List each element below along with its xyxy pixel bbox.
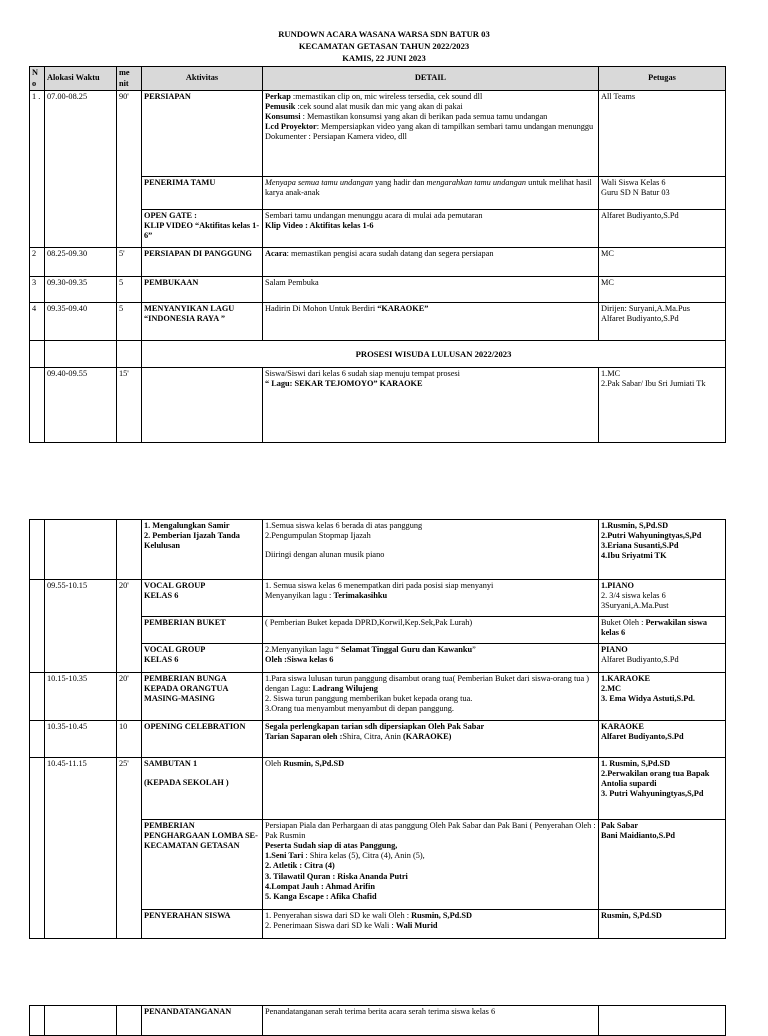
- row-detail: 1.Semua siswa kelas 6 berada di atas panggung 2.Pengumpulan Stopmap Ijazah Diiringi dengan alunan musik piano: [263, 520, 599, 580]
- doc-date: KAMIS, 22 JUNI 2023: [342, 53, 426, 63]
- row-detail: Penandatanganan serah terima berita acara serah terima siswa kelas 6: [263, 1006, 599, 1036]
- row-petugas: MC: [599, 248, 726, 277]
- row-aktivitas: MENYANYIKAN LAGU “INDONESIA RAYA ”: [142, 303, 263, 341]
- row-menit: 5: [117, 277, 142, 303]
- row-no: 1 .: [30, 91, 45, 248]
- section-title: PROSESI WISUDA LULUSAN 2022/2023: [142, 341, 726, 368]
- row-aktivitas: VOCAL GROUP KELAS 6: [142, 580, 263, 617]
- section-row: [30, 341, 726, 368]
- row-waktu: 07.00-08.25: [45, 91, 117, 248]
- row-menit: 20': [117, 673, 142, 721]
- row-petugas: 1.MC 2.Pak Sabar/ Ibu Sri Jumiati Tk: [599, 368, 726, 443]
- row-waktu: 08.25-09.30: [45, 248, 117, 277]
- row-waktu: 09.55-10.15: [45, 580, 117, 673]
- table-row: [30, 520, 726, 580]
- row-aktivitas: PENYERAHAN SISWA: [142, 910, 263, 939]
- rundown-table-1: [29, 66, 726, 443]
- row-petugas: 1.KARAOKE 2.MC 3. Ema Widya Astuti,S.Pd.: [599, 673, 726, 721]
- row-aktivitas: PEMBERIAN BUNGA KEPADA ORANGTUA MASING-MASING: [142, 673, 263, 721]
- row-detail: 1. Penyerahan siswa dari SD ke wali Oleh : Rusmin, S,Pd.SD 2. Penerimaan Siswa dari SD ke Wali : Wali Murid: [263, 910, 599, 939]
- row-aktivitas: SAMBUTAN 1 (KEPADA SEKOLAH ): [142, 758, 263, 820]
- row-petugas: KARAOKE Alfaret Budiyanto,S.Pd: [599, 721, 726, 758]
- row-detail: Oleh Rusmin, S,Pd.SD: [263, 758, 599, 820]
- row-waktu: 09.30-09.35: [45, 277, 117, 303]
- row-menit: 5: [117, 303, 142, 341]
- row-aktivitas: VOCAL GROUP KELAS 6: [142, 644, 263, 673]
- table-row: [30, 673, 726, 721]
- table-row: [30, 303, 726, 341]
- rundown-table-2: [29, 519, 726, 939]
- row-menit: 5': [117, 248, 142, 277]
- row-aktivitas: PERSIAPAN: [142, 91, 263, 177]
- row-detail: 1.Para siswa lulusan turun panggung disambut orang tua( Pemberian Buket dari siswa-orang tua ) dengan Lagu: Ladrang Wilujeng 2. Siswa turun panggung memberikan buket kepada orang tua. 3.Orang tua menyambut menyambut di depan panggung.: [263, 673, 599, 721]
- row-detail: Hadirin Di Mohon Untuk Berdiri “KARAOKE”: [263, 303, 599, 341]
- row-petugas: PIANO Alfaret Budiyanto,S.Pd: [599, 644, 726, 673]
- row-no: 2: [30, 248, 45, 277]
- row-no: 3: [30, 277, 45, 303]
- row-aktivitas: PEMBUKAAN: [142, 277, 263, 303]
- row-aktivitas: PENANDATANGANAN: [142, 1006, 263, 1036]
- row-petugas: MC: [599, 277, 726, 303]
- row-aktivitas: OPENING CELEBRATION: [142, 721, 263, 758]
- row-menit: 25': [117, 758, 142, 939]
- row-petugas: Buket Oleh : Perwakilan siswa kelas 6: [599, 617, 726, 644]
- row-detail: Sembari tamu undangan menunggu acara di mulai ada pemutaran Klip Video : Aktifitas kelas 1-6: [263, 210, 599, 248]
- doc-subtitle: KECAMATAN GETASAN TAHUN 2022/2023: [298, 41, 470, 51]
- row-no: 4: [30, 303, 45, 341]
- row-detail: 1. Semua siswa kelas 6 menempatkan diri pada posisi siap menyanyi Menyanyikan lagu : Terimakasihku: [263, 580, 599, 617]
- row-aktivitas: PEMBERIAN BUKET: [142, 617, 263, 644]
- row-aktivitas: PEMBERIAN PENGHARGAAN LOMBA SE-KECAMATAN GETASAN: [142, 820, 263, 910]
- rundown-table-3: [29, 1005, 726, 1036]
- row-waktu: 10.35-10.45: [45, 721, 117, 758]
- row-aktivitas: PENERIMA TAMU: [142, 177, 263, 210]
- row-detail: Salam Pembuka: [263, 277, 599, 303]
- row-petugas: Dirijen: Suryani,A.Ma.Pus Alfaret Budiyanto,S.Pd: [599, 303, 726, 341]
- col-no: N o: [30, 67, 45, 91]
- row-menit: 10: [117, 721, 142, 758]
- col-waktu: Alokasi Waktu: [45, 67, 117, 91]
- table-row: [30, 580, 726, 617]
- row-petugas: Wali Siswa Kelas 6 Guru SD N Batur 03: [599, 177, 726, 210]
- row-petugas: Rusmin, S,Pd.SD: [599, 910, 726, 939]
- row-detail: Segala perlengkapan tarian sdh dipersiapkan Oleh Pak Sabar Tarian Saparan oleh :Shira, Citra, Anin (KARAOKE): [263, 721, 599, 758]
- row-waktu: 09.35-09.40: [45, 303, 117, 341]
- col-menit: me nit: [117, 67, 142, 91]
- doc-title: RUNDOWN ACARA WASANA WARSA SDN BATUR 03: [278, 29, 490, 39]
- row-menit: 90': [117, 91, 142, 248]
- col-aktivitas: Aktivitas: [142, 67, 263, 91]
- row-petugas: All Teams: [599, 91, 726, 177]
- table-row: [30, 368, 726, 443]
- row-aktivitas: 1. Mengalungkan Samir 2. Pemberian Ijazah Tanda Kelulusan: [142, 520, 263, 580]
- row-detail: ( Pemberian Buket kepada DPRD,Korwil,Kep.Sek,Pak Lurah): [263, 617, 599, 644]
- row-petugas: 1.PIANO 2. 3/4 siswa kelas 6 3Suryani,A.Ma.Pust: [599, 580, 726, 617]
- col-petugas: Petugas: [599, 67, 726, 91]
- row-waktu: 10.45-11.15: [45, 758, 117, 939]
- row-petugas: Alfaret Budiyanto,S.Pd: [599, 210, 726, 248]
- table-row: [30, 1006, 726, 1036]
- row-detail: Siswa/Siswi dari kelas 6 sudah siap menuju tempat prosesi “ Lagu: SEKAR TEJOMOYO” KARAOKE: [263, 368, 599, 443]
- row-detail: Perkap :memastikan clip on, mic wireless tersedia, cek sound dll Pemusik :cek sound alat musik dan mic yang akan di pakai Konsumsi : Memastikan konsumsi yang akan di berikan pada semua tamu undangan Lcd Proyektor: Mempersiapkan video yang akan di tampilkan sembari tamu undangan menunggu Dokumenter : Persiapan Kamera video, dll: [263, 91, 599, 177]
- table-row: [30, 91, 726, 177]
- row-detail: Menyapa semua tamu undangan yang hadir dan mengarahkan tamu undangan untuk melihat hasil karya anak-anak: [263, 177, 599, 210]
- row-petugas: Pak Sabar Bani Maidianto,S.Pd: [599, 820, 726, 910]
- row-detail: 2.Menyanyikan lagu “ Selamat Tinggal Guru dan Kawanku” Oleh :Siswa kelas 6: [263, 644, 599, 673]
- row-petugas: 1.Rusmin, S,Pd.SD 2.Putri Wahyuningtyas,S,Pd 3.Eriana Susanti,S.Pd 4.Ibu Sriyatmi TK: [599, 520, 726, 580]
- row-detail: Persiapan Piala dan Perhargaan di atas panggung Oleh Pak Sabar dan Pak Bani ( Penyerahan Oleh : Pak Rusmin Peserta Sudah siap di atas Panggung, 1.Seni Tari : Shira kelas (5), Citra (4), Anin (5), 2. Atletik : Citra (4) 3. Tilawatil Quran : Riska Ananda Putri 4.Lompat Jauh : Ahmad Arifin 5. Kanga Escape : Afika Chafid: [263, 820, 599, 910]
- row-menit: 15': [117, 368, 142, 443]
- col-detail: DETAIL: [263, 67, 599, 91]
- row-detail: Acara: memastikan pengisi acara sudah datang dan segera persiapan: [263, 248, 599, 277]
- row-aktivitas: OPEN GATE : KLIP VIDEO “Aktifitas kelas 1-6”: [142, 210, 263, 248]
- row-waktu: 09.40-09.55: [45, 368, 117, 443]
- table-row: [30, 277, 726, 303]
- table-row: [30, 248, 726, 277]
- row-petugas: 1. Rusmin, S,Pd.SD 2.Perwakilan orang tua Bapak Antolia supardi 3. Putri Wahyuningtyas,S,Pd: [599, 758, 726, 820]
- row-waktu: 10.15-10.35: [45, 673, 117, 721]
- row-menit: 20': [117, 580, 142, 673]
- table-row: [30, 758, 726, 820]
- row-aktivitas: PERSIAPAN DI PANGGUNG: [142, 248, 263, 277]
- table-row: [30, 721, 726, 758]
